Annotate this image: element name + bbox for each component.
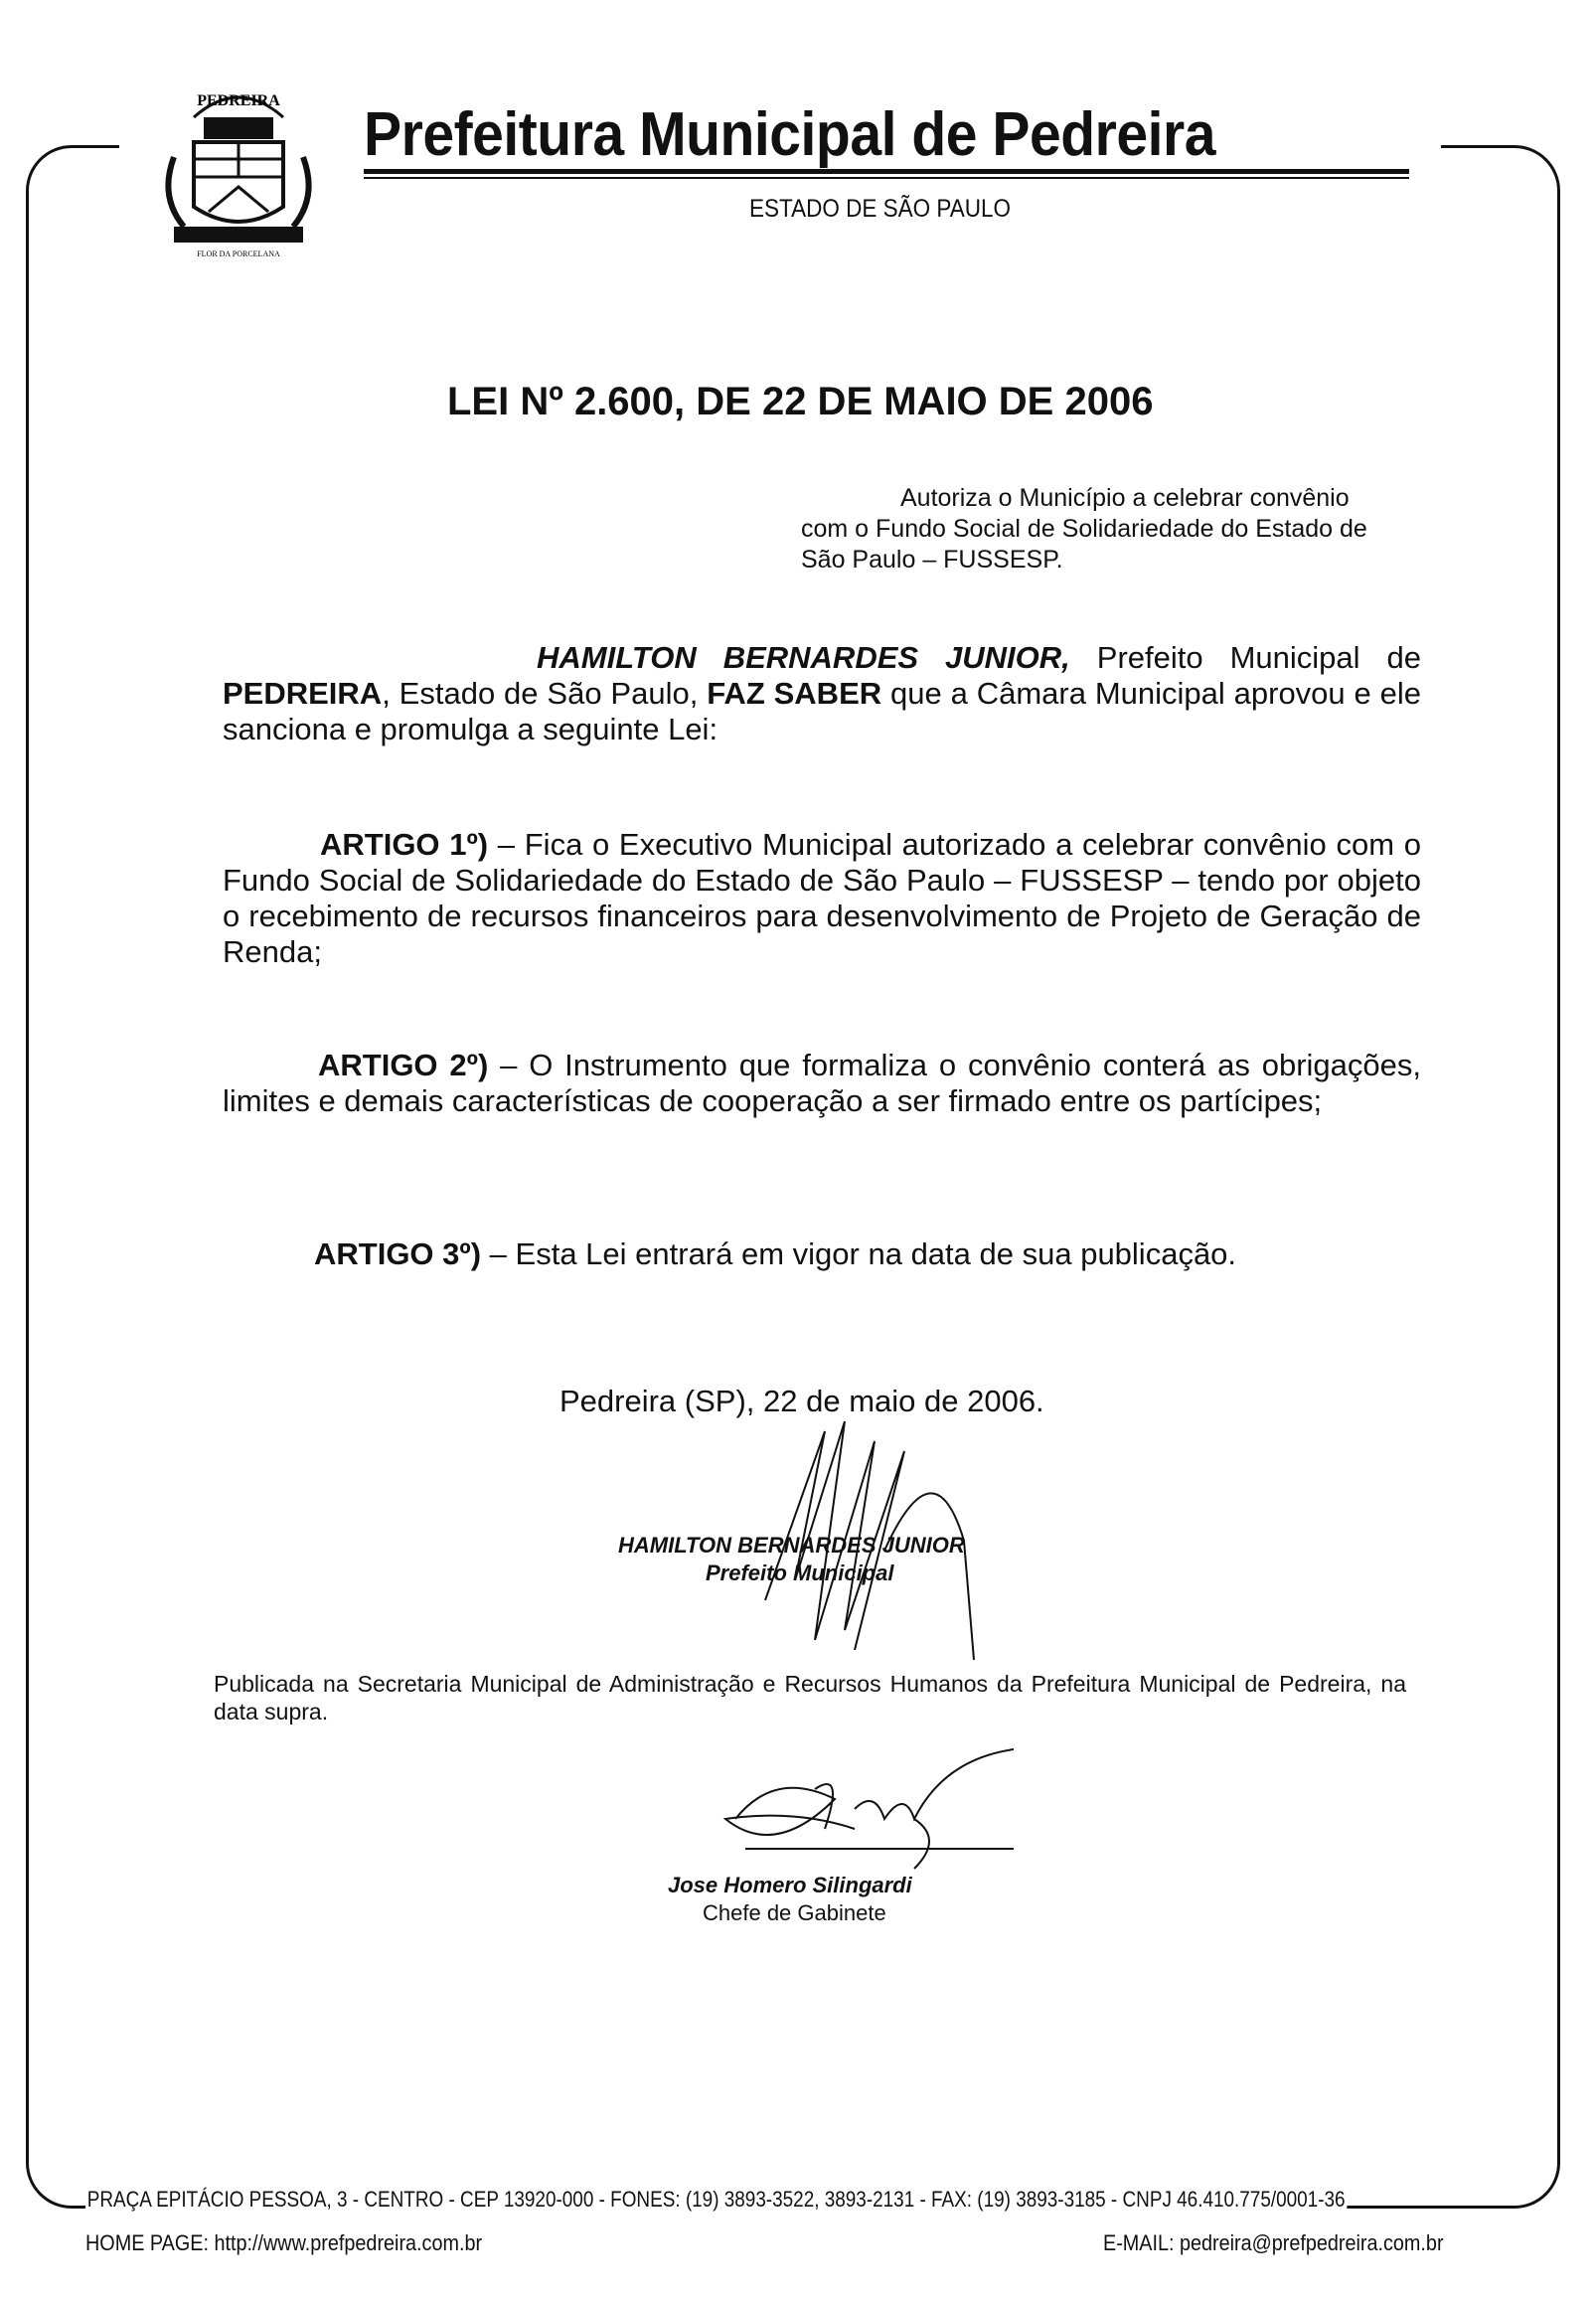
article-label: ARTIGO 1º) bbox=[320, 827, 489, 862]
signer-name: HAMILTON BERNARDES JUNIOR bbox=[618, 1533, 965, 1558]
chief-name: Jose Homero Silingardi bbox=[668, 1873, 912, 1897]
article-text: – Fica o Executivo Municipal autorizado a celebrar convênio com o Fundo Social de Solidariedade do Estado de São Paulo – FUSSESP – tendo por objeto o recebimento de recursos financeiros para desenvolvimento de Projeto de Geração de Renda; bbox=[223, 827, 1421, 969]
header-title: Prefeitura Municipal de Pedreira bbox=[364, 100, 1216, 169]
publication-note: Publicada na Secretaria Municipal de Administração e Recursos Humanos da Prefeitura Municipal de Pedreira, na data supra. bbox=[214, 1671, 1406, 1725]
municipal-crest-logo bbox=[154, 78, 323, 266]
header-rule bbox=[364, 169, 1409, 174]
preamble-text: , Estado de São Paulo, bbox=[382, 676, 708, 711]
article-label: ARTIGO 3º) bbox=[314, 1236, 482, 1271]
footer-email[interactable]: E-MAIL: pedreira@prefpedreira.com.br bbox=[1103, 2230, 1444, 2255]
article-1 bbox=[223, 827, 1421, 970]
article-text: – O Instrumento que formaliza o convênio conterá as obrigações, limites e demais características de cooperação a ser firmado entre os partícipes; bbox=[223, 1048, 1421, 1118]
chief-signature bbox=[716, 1749, 1034, 1869]
footer-homepage[interactable]: HOME PAGE: http://www.prefpedreira.com.br bbox=[85, 2230, 483, 2255]
header-subtitle: ESTADO DE SÃO PAULO bbox=[749, 195, 1011, 223]
ementa-line: Autoriza o Município a celebrar convênio bbox=[900, 484, 1350, 512]
ementa-line: com o Fundo Social de Solidariedade do Estado de bbox=[801, 515, 1367, 543]
city-name: PEDREIRA bbox=[223, 676, 383, 711]
signing-date: Pedreira (SP), 22 de maio de 2006. bbox=[559, 1384, 1044, 1418]
article-label: ARTIGO 2º) bbox=[318, 1048, 489, 1082]
article-3 bbox=[223, 1236, 1421, 1272]
footer-address: PRAÇA EPITÁCIO PESSOA, 3 - CENTRO - CEP 13920-000 - FONES: (19) 3893-3522, 3893-2131 - FAX: (19) 3893-3185 - CNPJ 46.410.775/0001-36 bbox=[86, 2187, 1346, 2212]
signer-role: Prefeito Municipal bbox=[706, 1561, 894, 1585]
article-2 bbox=[223, 1048, 1421, 1119]
ementa-line: São Paulo – FUSSESP. bbox=[801, 546, 1063, 574]
preamble-text: que a Câmara Municipal aprovou e ele sanciona e promulga a seguinte Lei: bbox=[223, 676, 1421, 746]
mayor-name: HAMILTON BERNARDES JUNIOR, bbox=[537, 640, 1070, 675]
page-border bbox=[26, 145, 1560, 2209]
faz-saber: FAZ SABER bbox=[707, 676, 882, 711]
svg-text:PEDREIRA: PEDREIRA bbox=[197, 92, 280, 109]
header-rule-thin bbox=[364, 177, 1409, 179]
svg-text:FLOR DA PORCELANA: FLOR DA PORCELANA bbox=[197, 249, 280, 258]
article-text: – Esta Lei entrará em vigor na data de sua publicação. bbox=[481, 1236, 1237, 1271]
law-ementa bbox=[801, 483, 1421, 575]
preamble-text: Prefeito Municipal de bbox=[1069, 640, 1421, 675]
chief-role: Chefe de Gabinete bbox=[703, 1900, 886, 1925]
preamble bbox=[223, 640, 1421, 747]
law-title: LEI Nº 2.600, DE 22 DE MAIO DE 2006 bbox=[447, 380, 1154, 423]
